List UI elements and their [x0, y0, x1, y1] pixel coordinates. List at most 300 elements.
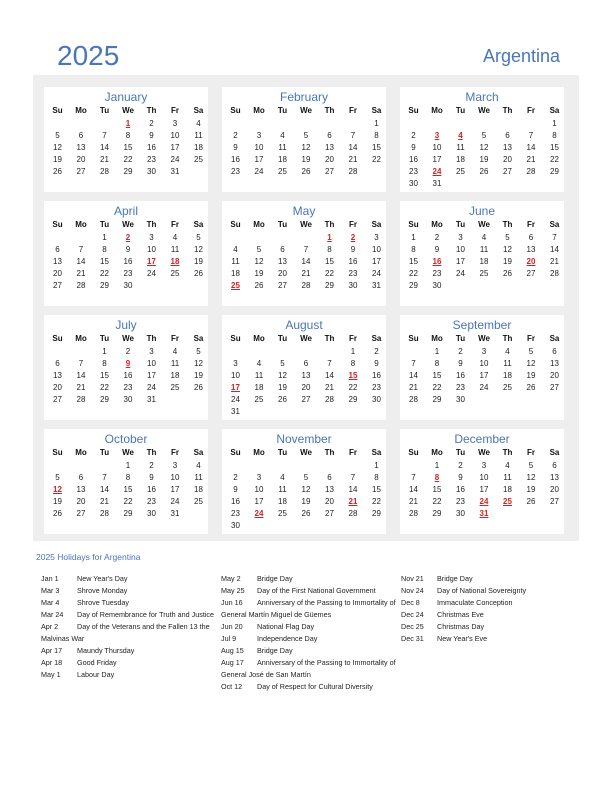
weekday-header: Su: [408, 220, 419, 229]
day-cell: 27: [550, 383, 559, 392]
day-cell: 7: [552, 233, 557, 242]
day-cell: 22: [325, 269, 334, 278]
holiday-entry: [221, 657, 401, 681]
day-cell: 19: [503, 257, 512, 266]
day-cell: 21: [301, 269, 311, 278]
day-cell: 9: [233, 485, 238, 494]
day-cell: 5: [256, 245, 262, 254]
day-cell: 25: [194, 155, 203, 164]
day-cell: 27: [526, 269, 536, 278]
day-cell: 18: [231, 269, 240, 278]
day-cell: 30: [123, 281, 133, 290]
day-cell: 3: [481, 461, 487, 470]
day-cell: 19: [53, 497, 62, 506]
day-cell: 17: [432, 155, 442, 164]
day-cell: 19: [526, 485, 536, 494]
day-cell: 2: [458, 461, 463, 470]
day-cell: 31: [231, 407, 240, 416]
holiday-date: May 2: [221, 574, 241, 583]
day-cell: 28: [76, 395, 86, 404]
weekday-header: Sa: [549, 334, 560, 343]
day-cell: 1: [374, 461, 379, 470]
day-cell: 2: [149, 461, 154, 470]
day-cell: 24: [231, 395, 240, 404]
holiday-date: Dec 8: [401, 598, 420, 607]
day-cell: 13: [278, 257, 287, 266]
day-cell: 26: [194, 269, 203, 278]
day-cell: 21: [76, 269, 86, 278]
holiday-day-cell: 8: [434, 473, 440, 482]
weekday-header: Tu: [99, 334, 110, 343]
day-cell: 16: [147, 485, 156, 494]
day-cell: 12: [301, 143, 311, 152]
day-cell: 31: [372, 281, 381, 290]
holiday-entry: [41, 597, 221, 609]
holiday-day-cell: 1: [327, 233, 332, 242]
day-cell: 13: [76, 143, 86, 152]
weekday-header: Fr: [527, 106, 535, 115]
day-cell: 25: [194, 497, 203, 506]
day-cell: 22: [100, 269, 109, 278]
month-name: March: [465, 90, 499, 104]
day-cell: 15: [432, 371, 442, 380]
day-cell: 9: [458, 359, 463, 368]
weekday-header: Fr: [349, 106, 357, 115]
day-cell: 30: [231, 521, 240, 530]
day-cell: 20: [278, 269, 287, 278]
day-cell: 6: [552, 347, 557, 356]
day-cell: 8: [102, 359, 107, 368]
day-cell: 11: [503, 473, 512, 482]
day-cell: 13: [550, 473, 559, 482]
day-cell: 7: [350, 131, 356, 140]
day-cell: 7: [350, 473, 356, 482]
day-cell: 16: [372, 371, 381, 380]
holiday-day-cell: 31: [479, 509, 489, 518]
day-cell: 28: [100, 509, 109, 518]
day-cell: 5: [528, 461, 534, 470]
weekday-header: Su: [230, 220, 241, 229]
day-cell: 6: [78, 473, 84, 482]
day-cell: 14: [550, 245, 559, 254]
weekday-header: Th: [502, 334, 513, 343]
day-cell: 23: [123, 269, 133, 278]
day-cell: 7: [102, 131, 107, 140]
holidays-title: 2025 Holidays for Argentina: [36, 552, 141, 562]
day-cell: 31: [432, 179, 442, 188]
day-cell: 21: [76, 383, 86, 392]
weekday-header: Su: [52, 220, 63, 229]
holiday-day-cell: 24: [254, 509, 264, 518]
day-cell: 19: [526, 371, 536, 380]
weekday-header: We: [300, 220, 312, 229]
holiday-day-cell: 2: [125, 233, 131, 242]
holiday-entry: [41, 609, 221, 621]
holiday-entry: [221, 597, 401, 621]
weekday-header: Sa: [371, 220, 382, 229]
weekday-header: Th: [146, 334, 157, 343]
holiday-day-cell: 24: [479, 497, 489, 506]
day-cell: 25: [170, 383, 180, 392]
holiday-name: New Year's Eve: [437, 634, 488, 643]
weekday-header: Su: [230, 448, 241, 457]
holiday-day-cell: 15: [348, 371, 358, 380]
day-cell: 2: [149, 119, 154, 128]
holiday-date: Jan 1: [41, 574, 59, 583]
day-cell: 24: [254, 167, 264, 176]
day-cell: 14: [100, 143, 109, 152]
day-cell: 7: [528, 131, 534, 140]
day-cell: 10: [231, 371, 240, 380]
weekday-header: Fr: [171, 334, 179, 343]
day-cell: 15: [100, 371, 109, 380]
weekday-header: Th: [146, 448, 157, 457]
day-cell: 22: [123, 497, 133, 506]
day-cell: 14: [348, 143, 358, 152]
month-january: [44, 87, 208, 192]
day-cell: 22: [100, 383, 109, 392]
day-cell: 4: [280, 473, 285, 482]
holiday-entry: [41, 657, 221, 669]
day-cell: 26: [53, 167, 62, 176]
holiday-date: Dec 25: [401, 622, 424, 631]
day-cell: 30: [432, 281, 442, 290]
holiday-entry: [41, 585, 221, 597]
day-cell: 21: [100, 497, 109, 506]
day-cell: 26: [301, 509, 311, 518]
weekday-header: Sa: [193, 220, 204, 229]
holiday-entry: [41, 645, 221, 657]
day-cell: 13: [550, 359, 559, 368]
day-cell: 26: [503, 269, 512, 278]
holiday-day-cell: 17: [231, 383, 240, 392]
day-cell: 1: [102, 233, 107, 242]
country-title: Argentina: [482, 46, 560, 66]
day-cell: 12: [254, 257, 264, 266]
weekday-header: Tu: [277, 106, 288, 115]
day-cell: 10: [479, 473, 489, 482]
day-cell: 29: [550, 167, 559, 176]
day-cell: 6: [528, 233, 534, 242]
day-cell: 5: [196, 347, 201, 356]
day-cell: 31: [147, 395, 156, 404]
weekday-header: Fr: [349, 220, 357, 229]
day-cell: 14: [76, 257, 86, 266]
day-cell: 11: [170, 359, 180, 368]
day-cell: 19: [194, 371, 203, 380]
weekday-header: Mo: [253, 448, 265, 457]
day-cell: 30: [123, 395, 133, 404]
day-cell: 26: [526, 497, 536, 506]
weekday-header: Tu: [455, 448, 466, 457]
weekday-header: We: [122, 448, 134, 457]
weekday-header: Th: [324, 334, 335, 343]
day-cell: 3: [481, 347, 487, 356]
day-cell: 22: [372, 155, 381, 164]
day-cell: 1: [350, 347, 356, 356]
day-cell: 31: [170, 509, 180, 518]
weekday-header: Su: [52, 448, 63, 457]
day-cell: 23: [123, 383, 133, 392]
weekday-header: Mo: [75, 106, 87, 115]
day-cell: 9: [233, 143, 238, 152]
holiday-entry: [401, 609, 581, 621]
weekday-header: Mo: [75, 334, 87, 343]
weekday-header: We: [300, 448, 312, 457]
weekday-header: Tu: [277, 220, 288, 229]
day-cell: 10: [170, 131, 180, 140]
holiday-entry: [41, 669, 221, 681]
day-cell: 14: [301, 257, 311, 266]
holiday-name: Immaculate Conception: [437, 598, 513, 607]
day-cell: 14: [409, 485, 418, 494]
day-cell: 15: [123, 485, 133, 494]
holiday-name: Shrove Monday: [77, 586, 128, 595]
day-cell: 2: [411, 131, 416, 140]
day-cell: 18: [278, 497, 287, 506]
day-cell: 31: [170, 167, 180, 176]
holiday-day-cell: 3: [434, 131, 440, 140]
day-cell: 12: [194, 359, 203, 368]
day-cell: 9: [149, 473, 154, 482]
day-cell: 28: [348, 509, 358, 518]
holiday-date: Dec 24: [401, 610, 424, 619]
day-cell: 13: [325, 143, 334, 152]
weekday-header: Tu: [99, 106, 110, 115]
day-cell: 4: [196, 461, 201, 470]
weekday-header: We: [478, 448, 490, 457]
day-cell: 12: [53, 143, 62, 152]
holiday-name: Shrove Tuesday: [77, 598, 129, 607]
day-cell: 17: [479, 485, 489, 494]
day-cell: 9: [350, 245, 356, 254]
weekday-header: We: [478, 106, 490, 115]
day-cell: 18: [194, 143, 203, 152]
day-cell: 5: [505, 233, 510, 242]
day-cell: 28: [325, 395, 334, 404]
day-cell: 8: [350, 359, 356, 368]
weekday-header: Fr: [171, 220, 179, 229]
day-cell: 29: [100, 281, 109, 290]
day-cell: 20: [325, 155, 334, 164]
day-cell: 22: [550, 155, 559, 164]
holiday-day-cell: 17: [147, 257, 156, 266]
day-cell: 22: [432, 497, 442, 506]
day-cell: 19: [301, 155, 311, 164]
day-cell: 8: [552, 131, 557, 140]
day-cell: 15: [100, 257, 109, 266]
weekday-header: Sa: [371, 106, 382, 115]
weekday-header: Su: [52, 106, 63, 115]
day-cell: 26: [479, 167, 489, 176]
day-cell: 4: [172, 233, 178, 242]
month-name: December: [454, 432, 510, 446]
day-cell: 25: [503, 383, 512, 392]
day-cell: 27: [278, 281, 287, 290]
day-cell: 29: [409, 281, 418, 290]
day-cell: 5: [55, 473, 60, 482]
day-cell: 18: [503, 485, 512, 494]
weekday-header: Tu: [277, 448, 288, 457]
weekday-header: Su: [408, 106, 419, 115]
holiday-name: Christmas Day: [437, 622, 485, 631]
weekday-header: Th: [146, 106, 157, 115]
day-cell: 16: [231, 497, 240, 506]
month-august: [222, 315, 386, 420]
day-cell: 29: [432, 509, 442, 518]
day-cell: 6: [55, 359, 60, 368]
day-cell: 15: [372, 143, 381, 152]
day-cell: 22: [348, 383, 358, 392]
holiday-date: Apr 18: [41, 658, 63, 667]
day-cell: 11: [194, 131, 203, 140]
day-cell: 20: [76, 155, 86, 164]
day-cell: 5: [528, 347, 534, 356]
day-cell: 14: [409, 371, 418, 380]
holiday-entry: [221, 573, 401, 585]
day-cell: 3: [233, 359, 238, 368]
holiday-name: Christmas Eve: [437, 610, 484, 619]
day-cell: 25: [278, 509, 287, 518]
weekday-header: Tu: [277, 334, 288, 343]
day-cell: 27: [53, 395, 62, 404]
weekday-header: We: [478, 334, 490, 343]
holiday-date: Apr 2: [41, 622, 59, 631]
day-cell: 23: [456, 383, 465, 392]
day-cell: 14: [325, 371, 334, 380]
day-cell: 21: [409, 383, 418, 392]
day-cell: 12: [479, 143, 489, 152]
day-cell: 1: [552, 119, 557, 128]
day-cell: 27: [550, 497, 559, 506]
day-cell: 25: [456, 167, 465, 176]
day-cell: 17: [456, 257, 465, 266]
day-cell: 15: [325, 257, 334, 266]
day-cell: 12: [194, 245, 203, 254]
day-cell: 12: [301, 485, 311, 494]
day-cell: 16: [231, 155, 240, 164]
weekday-header: Tu: [455, 106, 466, 115]
weekday-header: Tu: [99, 448, 110, 457]
month-march: [400, 87, 564, 192]
day-cell: 7: [327, 359, 332, 368]
day-cell: 8: [411, 245, 416, 254]
holiday-date: Jul 9: [221, 634, 237, 643]
holiday-column: [41, 573, 221, 681]
day-cell: 20: [503, 155, 512, 164]
day-cell: 3: [458, 233, 463, 242]
holiday-date: Apr 17: [41, 646, 63, 655]
month-name: May: [292, 204, 316, 218]
holiday-name: Anniversary of the Passing to Immortality of General José de San Martín: [221, 658, 396, 679]
day-cell: 16: [456, 485, 465, 494]
day-cell: 20: [53, 383, 62, 392]
day-cell: 10: [254, 485, 264, 494]
weekday-header: We: [300, 106, 312, 115]
weekday-header: Mo: [431, 334, 443, 343]
day-cell: 1: [125, 461, 131, 470]
day-cell: 22: [409, 269, 418, 278]
month-december: [400, 429, 564, 534]
day-cell: 12: [526, 359, 536, 368]
weekday-header: Sa: [371, 334, 382, 343]
day-cell: 23: [147, 497, 156, 506]
month-name: April: [113, 204, 138, 218]
day-cell: 14: [76, 371, 86, 380]
day-cell: 18: [278, 155, 287, 164]
day-cell: 6: [55, 245, 60, 254]
day-cell: 1: [374, 119, 379, 128]
weekday-header: Tu: [99, 220, 110, 229]
day-cell: 29: [432, 395, 442, 404]
day-cell: 21: [348, 155, 358, 164]
day-cell: 2: [458, 347, 463, 356]
day-cell: 4: [196, 119, 201, 128]
day-cell: 23: [231, 509, 240, 518]
day-cell: 7: [411, 473, 416, 482]
weekday-header: Sa: [549, 448, 560, 457]
weekday-header: We: [300, 334, 312, 343]
weekday-header: Mo: [431, 448, 443, 457]
day-cell: 17: [170, 485, 180, 494]
month-name: July: [115, 318, 137, 332]
day-cell: 19: [479, 155, 489, 164]
day-cell: 21: [100, 155, 109, 164]
month-october: [44, 429, 208, 534]
weekday-header: Mo: [431, 220, 443, 229]
holiday-entry: [401, 621, 581, 633]
weekday-header: Sa: [549, 106, 560, 115]
day-cell: 30: [456, 509, 465, 518]
day-cell: 13: [325, 485, 334, 494]
holiday-name: Independence Day: [257, 634, 318, 643]
weekday-header: Fr: [171, 448, 179, 457]
day-cell: 4: [233, 245, 238, 254]
day-cell: 15: [409, 257, 418, 266]
month-name: October: [104, 432, 148, 446]
day-cell: 10: [432, 143, 442, 152]
day-cell: 8: [102, 245, 107, 254]
weekday-header: Fr: [527, 448, 535, 457]
day-cell: 11: [278, 143, 287, 152]
holiday-entry: [41, 573, 221, 585]
day-cell: 11: [194, 473, 203, 482]
day-cell: 30: [147, 509, 156, 518]
day-cell: 13: [53, 257, 62, 266]
holiday-entry: [221, 585, 401, 597]
day-cell: 17: [479, 371, 489, 380]
day-cell: 14: [100, 485, 109, 494]
day-cell: 23: [372, 383, 381, 392]
day-cell: 5: [55, 131, 60, 140]
weekday-header: Mo: [253, 334, 265, 343]
day-cell: 20: [550, 485, 559, 494]
holiday-name: Day of the First National Government: [257, 586, 376, 595]
day-cell: 24: [147, 383, 156, 392]
day-cell: 16: [123, 371, 133, 380]
day-cell: 26: [526, 383, 536, 392]
day-cell: 1: [102, 347, 107, 356]
day-cell: 19: [278, 383, 287, 392]
day-cell: 23: [432, 269, 442, 278]
day-cell: 18: [254, 383, 264, 392]
day-cell: 30: [348, 281, 358, 290]
holiday-name: New Year's Day: [77, 574, 128, 583]
weekday-header: Sa: [193, 106, 204, 115]
day-cell: 23: [409, 167, 418, 176]
holiday-day-cell: 20: [526, 257, 536, 266]
day-cell: 11: [503, 359, 512, 368]
